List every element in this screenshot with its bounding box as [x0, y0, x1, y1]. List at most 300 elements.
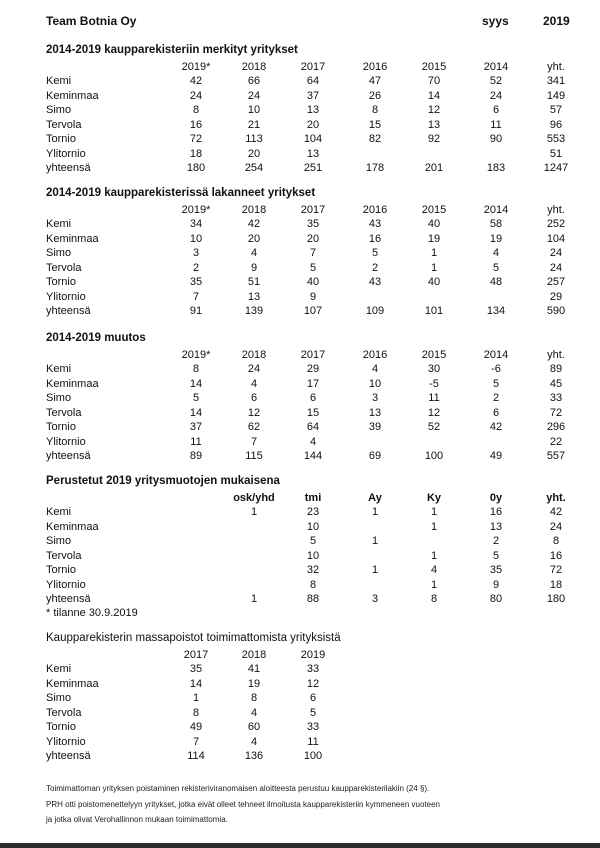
table-cell: 13 — [247, 290, 261, 303]
table-cell: 6 — [309, 692, 317, 704]
table-cell: 8 — [192, 104, 200, 116]
column-header: 2019 — [300, 649, 326, 661]
row-label: Ylitornio — [46, 290, 86, 303]
table-cell: 91 — [189, 305, 203, 317]
table-cell: -6 — [491, 363, 501, 375]
row-label: Kemi — [46, 218, 72, 230]
row-label: Simo — [46, 104, 72, 116]
table-cell: 10 — [368, 377, 382, 390]
table-row — [0, 592, 600, 606]
column-header: 2018 — [241, 649, 267, 661]
table-cell: 72 — [189, 133, 203, 145]
table-row — [0, 132, 600, 146]
row-label: Tornio — [46, 564, 76, 576]
table-cell: 2 — [371, 261, 379, 274]
column-header-row — [0, 648, 600, 662]
table-cell: 1 — [430, 578, 438, 591]
table-row — [0, 662, 600, 676]
row-label: yhteensä — [46, 450, 91, 462]
table-cell: 252 — [546, 218, 566, 230]
table-cell: 6 — [309, 392, 317, 404]
table-cell: 9 — [309, 290, 317, 303]
table-cell: 4 — [250, 706, 258, 719]
column-header: 2016 — [362, 349, 388, 361]
column-header: tmi — [304, 492, 322, 504]
table-cell: 19 — [247, 677, 261, 690]
table-cell: 1 — [430, 261, 438, 274]
table-cell: 9 — [250, 261, 258, 274]
status-note: * tilanne 30.9.2019 — [46, 606, 138, 619]
table-cell: 52 — [489, 75, 503, 87]
table-row — [0, 275, 600, 289]
table-cell: 1 — [250, 506, 258, 518]
column-header: 2014 — [483, 204, 509, 216]
table-cell: 14 — [427, 89, 441, 102]
table-cell: 590 — [546, 305, 566, 317]
table-cell: 14 — [189, 406, 203, 419]
column-header: Ay — [368, 492, 382, 504]
row-label: Tornio — [46, 133, 76, 145]
table-cell: 35 — [189, 276, 203, 288]
table-row — [0, 677, 600, 691]
column-header: 2015 — [421, 204, 447, 216]
row-label: Simo — [46, 392, 72, 404]
table-cell: 139 — [244, 305, 264, 317]
table-cell: 20 — [306, 118, 320, 131]
table-cell: 41 — [247, 663, 261, 675]
row-label: yhteensä — [46, 162, 91, 174]
table-cell: 100 — [303, 750, 323, 762]
table-cell: 100 — [424, 450, 444, 462]
table-cell: 90 — [489, 133, 503, 145]
footnote-2: PRH otti poistomenettelyyn yritykset, jotka eivät olleet tehneet ilmoitusta kaupparekisteriin kymmeneen vuoteen — [46, 800, 440, 809]
table-cell: 4 — [492, 247, 500, 259]
table-cell: 45 — [549, 377, 563, 390]
row-label: Ylitornio — [46, 147, 86, 160]
table-row — [0, 391, 600, 405]
table-cell: 16 — [549, 549, 563, 562]
table-cell: 4 — [250, 735, 258, 748]
table-cell: 5 — [309, 261, 317, 274]
table-row — [0, 720, 600, 734]
table-cell: 22 — [549, 435, 563, 448]
table-cell: 35 — [189, 663, 203, 675]
table-cell: 47 — [368, 75, 382, 87]
table-row — [0, 261, 600, 275]
row-label: Kemi — [46, 663, 72, 675]
table-cell: 7 — [309, 247, 317, 259]
table-cell: 134 — [486, 305, 506, 317]
table-cell: 14 — [189, 677, 203, 690]
table-cell: 8 — [309, 578, 317, 591]
table-row — [0, 749, 600, 763]
table-row — [0, 246, 600, 260]
table-cell: 13 — [489, 520, 503, 533]
table-cell: 24 — [189, 89, 203, 102]
table-cell: 2 — [192, 261, 200, 274]
row-label: Tornio — [46, 276, 76, 288]
section-title-merkityt: 2014-2019 kaupparekisteriin merkityt yritykset — [46, 44, 298, 56]
table-cell: 251 — [303, 162, 323, 174]
row-label: Simo — [46, 247, 72, 259]
table-cell: 24 — [549, 520, 563, 533]
table-cell: 69 — [368, 450, 382, 462]
table-cell: 80 — [489, 593, 503, 605]
table-row — [0, 232, 600, 246]
table-cell: 254 — [244, 162, 264, 174]
table-cell: 101 — [424, 305, 444, 317]
table-cell: 6 — [250, 392, 258, 404]
table-cell: 10 — [306, 549, 320, 562]
row-label: yhteensä — [46, 750, 91, 762]
table-cell: 49 — [189, 721, 203, 733]
table-row — [0, 549, 600, 563]
table-cell: 341 — [546, 75, 566, 87]
table-cell: 88 — [306, 593, 320, 605]
table-cell: 115 — [245, 450, 263, 462]
table-cell: 4 — [250, 377, 258, 390]
row-label: Keminmaa — [46, 520, 99, 533]
column-header: yht. — [546, 492, 566, 504]
table-cell: 34 — [189, 218, 203, 230]
table-cell: 62 — [247, 421, 261, 433]
table-cell: 40 — [427, 276, 441, 288]
row-label: Ylitornio — [46, 435, 86, 448]
row-label: Tervola — [46, 118, 82, 131]
table-cell: 8 — [371, 104, 379, 116]
table-cell: 4 — [430, 564, 438, 576]
table-cell: 7 — [192, 735, 200, 748]
table-cell: 33 — [306, 721, 320, 733]
table-cell: 24 — [549, 247, 563, 259]
column-header-row — [0, 203, 600, 217]
column-header: 2017 — [300, 349, 326, 361]
table-cell: 12 — [427, 104, 441, 116]
column-header: 0y — [489, 492, 503, 504]
table-cell: 20 — [247, 232, 261, 245]
table-row — [0, 147, 600, 161]
table-cell: 23 — [306, 506, 320, 518]
column-header: 2019* — [181, 204, 211, 216]
row-label: Tervola — [46, 549, 82, 562]
table-cell: 10 — [247, 104, 261, 116]
row-label: Tornio — [46, 421, 76, 433]
table-cell: 35 — [306, 218, 320, 230]
table-cell: 42 — [189, 75, 203, 87]
table-cell: 29 — [306, 363, 320, 375]
column-header: 2018 — [241, 349, 267, 361]
section-title-muutos: 2014-2019 muutos — [46, 332, 146, 344]
table-cell: 33 — [549, 392, 563, 404]
table-cell: 5 — [492, 549, 500, 562]
table-cell: 89 — [189, 450, 203, 462]
table-cell: 24 — [247, 89, 261, 102]
table-cell: 89 — [549, 363, 563, 375]
table-cell: 1 — [430, 549, 438, 562]
row-label: Tervola — [46, 261, 82, 274]
footnote-1: Toimimattoman yrityksen poistaminen rekisteriviranomaisen aloitteesta perustuu kaupparekisterilakiin (24 §). — [46, 784, 430, 793]
table-cell: 19 — [489, 232, 503, 245]
table-cell: 48 — [489, 276, 503, 288]
table-row — [0, 161, 600, 175]
table-cell: 1 — [430, 520, 438, 533]
table-cell: 13 — [306, 147, 320, 160]
table-cell: 51 — [247, 276, 261, 288]
table-cell: 4 — [371, 363, 379, 375]
column-header: 2015 — [421, 349, 447, 361]
table-cell: 10 — [189, 232, 203, 245]
row-label: Keminmaa — [46, 89, 99, 102]
table-cell: 8 — [192, 363, 200, 375]
table-cell: 104 — [546, 232, 566, 245]
table-cell: 15 — [306, 406, 320, 419]
row-label: Simo — [46, 692, 72, 704]
column-header: 2015 — [421, 61, 447, 73]
table-cell: 104 — [303, 133, 323, 145]
table-cell: 183 — [486, 162, 506, 174]
table-cell: 17 — [306, 377, 320, 390]
table-cell: 72 — [549, 406, 563, 419]
table-cell: 8 — [430, 593, 438, 605]
column-header: yht. — [547, 349, 565, 361]
table-cell: 3 — [371, 593, 379, 605]
row-label: Kemi — [46, 75, 72, 87]
table-row — [0, 74, 600, 88]
table-cell: 66 — [247, 75, 261, 87]
table-cell: 5 — [192, 392, 200, 404]
table-row — [0, 103, 600, 117]
column-header: 2016 — [362, 61, 388, 73]
row-label: Tornio — [46, 721, 76, 733]
table-cell: 58 — [489, 218, 503, 230]
table-cell: 15 — [368, 118, 382, 131]
table-cell: 64 — [306, 75, 320, 87]
column-header-row — [0, 60, 600, 74]
table-row — [0, 735, 600, 749]
table-row — [0, 449, 600, 463]
table-cell: 553 — [546, 133, 566, 145]
table-cell: 180 — [186, 162, 206, 174]
table-cell: 4 — [250, 247, 258, 259]
table-cell: 6 — [492, 406, 500, 419]
table-cell: 82 — [368, 133, 382, 145]
table-cell: 33 — [306, 663, 320, 675]
row-label: Ylitornio — [46, 578, 86, 591]
page-bottom-border — [0, 843, 600, 848]
table-row — [0, 520, 600, 534]
table-cell: 1 — [430, 506, 438, 518]
table-cell: 178 — [365, 162, 385, 174]
row-label: yhteensä — [46, 305, 91, 317]
row-label: Keminmaa — [46, 377, 99, 390]
table-cell: 4 — [309, 435, 317, 448]
column-header: 2016 — [362, 204, 388, 216]
table-cell: 24 — [489, 89, 503, 102]
column-header: 2018 — [241, 204, 267, 216]
table-cell: 64 — [306, 421, 320, 433]
table-cell: 12 — [247, 406, 261, 419]
table-cell: 11 — [428, 392, 440, 404]
table-row — [0, 118, 600, 132]
column-header: 2017 — [300, 204, 326, 216]
table-row — [0, 706, 600, 720]
table-cell: 14 — [189, 377, 203, 390]
table-cell: 1 — [192, 692, 200, 704]
table-cell: 40 — [306, 276, 320, 288]
table-cell: 20 — [306, 232, 320, 245]
column-header: 2018 — [241, 61, 267, 73]
table-cell: 1 — [250, 593, 258, 605]
table-cell: 296 — [546, 421, 566, 433]
table-cell: 13 — [427, 118, 441, 131]
table-cell: 16 — [189, 118, 203, 131]
table-cell: 7 — [250, 435, 258, 448]
table-cell: 13 — [368, 406, 382, 419]
table-row — [0, 505, 600, 519]
table-cell: 7 — [192, 290, 200, 303]
table-row — [0, 691, 600, 705]
table-cell: 1247 — [543, 162, 569, 174]
table-cell: 5 — [309, 706, 317, 719]
table-cell: 37 — [306, 89, 320, 102]
table-row — [0, 578, 600, 592]
table-cell: 11 — [190, 435, 202, 448]
table-cell: -5 — [429, 377, 439, 390]
table-cell: 10 — [306, 520, 320, 533]
column-header: yht. — [547, 204, 565, 216]
table-cell: 49 — [489, 450, 503, 462]
table-cell: 24 — [549, 261, 563, 274]
table-cell: 42 — [247, 218, 261, 230]
table-cell: 26 — [368, 89, 382, 102]
column-header: 2014 — [483, 349, 509, 361]
row-label: Ylitornio — [46, 735, 86, 748]
table-cell: 92 — [427, 133, 441, 145]
row-label: Tervola — [46, 406, 82, 419]
table-cell: 96 — [549, 118, 563, 131]
column-header-row — [0, 348, 600, 362]
table-cell: 6 — [492, 104, 500, 116]
table-cell: 144 — [303, 450, 323, 462]
table-cell: 5 — [492, 261, 500, 274]
table-cell: 12 — [427, 406, 441, 419]
table-cell: 257 — [546, 276, 566, 288]
table-cell: 114 — [187, 750, 205, 762]
table-row — [0, 377, 600, 391]
table-cell: 11 — [307, 735, 319, 748]
table-cell: 21 — [247, 118, 261, 131]
table-cell: 32 — [306, 564, 320, 576]
table-cell: 2 — [492, 392, 500, 404]
table-cell: 42 — [489, 421, 503, 433]
table-cell: 149 — [546, 89, 566, 102]
row-label: Kemi — [46, 363, 72, 375]
table-cell: 3 — [192, 247, 200, 259]
table-cell: 18 — [549, 578, 563, 591]
table-cell: 12 — [306, 677, 320, 690]
table-cell: 18 — [189, 147, 203, 160]
row-label: yhteensä — [46, 593, 91, 605]
footnote-3: ja jotka olivat Verohallinnon mukaan toimimattomia. — [46, 815, 228, 824]
table-cell: 52 — [427, 421, 441, 433]
table-cell: 16 — [489, 506, 503, 518]
table-cell: 1 — [371, 564, 379, 576]
table-cell: 57 — [549, 104, 563, 116]
company-name: Team Botnia Oy — [46, 14, 137, 28]
table-cell: 39 — [368, 421, 382, 433]
table-row — [0, 435, 600, 449]
table-cell: 1 — [371, 535, 379, 547]
column-header: Ky — [426, 492, 442, 504]
table-cell: 60 — [247, 721, 261, 733]
column-header: yht. — [547, 61, 565, 73]
row-label: Kemi — [46, 506, 72, 518]
report-year: 2019 — [543, 14, 570, 28]
table-cell: 16 — [368, 232, 382, 245]
row-label: Simo — [46, 535, 72, 547]
column-header: 2019* — [181, 349, 211, 361]
table-cell: 5 — [492, 377, 500, 390]
table-row — [0, 304, 600, 318]
table-cell: 3 — [371, 392, 379, 404]
table-row — [0, 420, 600, 434]
column-header: 2017 — [183, 649, 209, 661]
table-cell: 13 — [306, 104, 320, 116]
table-row — [0, 534, 600, 548]
table-row — [0, 563, 600, 577]
table-cell: 72 — [549, 564, 563, 576]
table-cell: 5 — [309, 535, 317, 547]
table-cell: 5 — [371, 247, 379, 259]
row-label: Tervola — [46, 706, 82, 719]
table-row — [0, 406, 600, 420]
table-cell: 2 — [492, 535, 500, 547]
table-row — [0, 362, 600, 376]
section-title-massapoistot: Kaupparekisterin massapoistot toimimattomista yrityksistä — [46, 632, 341, 644]
table-cell: 51 — [549, 147, 563, 160]
column-header: osk/yhd — [233, 492, 275, 504]
table-cell: 180 — [546, 593, 566, 605]
table-cell: 40 — [427, 218, 441, 230]
table-cell: 107 — [303, 305, 323, 317]
table-cell: 8 — [552, 535, 560, 547]
table-cell: 1 — [430, 247, 438, 259]
row-label: Keminmaa — [46, 677, 99, 690]
report-month: syys — [482, 14, 509, 28]
row-label: Keminmaa — [46, 232, 99, 245]
column-header: 2017 — [300, 61, 326, 73]
table-cell: 113 — [245, 133, 263, 145]
table-row — [0, 217, 600, 231]
table-cell: 557 — [546, 450, 566, 462]
section-title-yritysmuodot: Perustetut 2019 yritysmuotojen mukaisena — [46, 475, 280, 487]
table-cell: 1 — [371, 506, 379, 518]
table-row — [0, 290, 600, 304]
table-cell: 8 — [192, 706, 200, 719]
table-cell: 109 — [365, 305, 385, 317]
table-cell: 201 — [424, 162, 444, 174]
table-cell: 43 — [368, 218, 382, 230]
table-cell: 70 — [427, 75, 441, 87]
table-cell: 37 — [189, 421, 203, 433]
table-cell: 136 — [244, 750, 264, 762]
table-cell: 43 — [368, 276, 382, 288]
section-title-lakanneet: 2014-2019 kaupparekisterissä lakanneet yritykset — [46, 187, 316, 199]
table-cell: 29 — [549, 290, 563, 303]
table-cell: 42 — [549, 506, 563, 518]
table-cell: 8 — [250, 692, 258, 704]
table-cell: 11 — [490, 118, 502, 131]
